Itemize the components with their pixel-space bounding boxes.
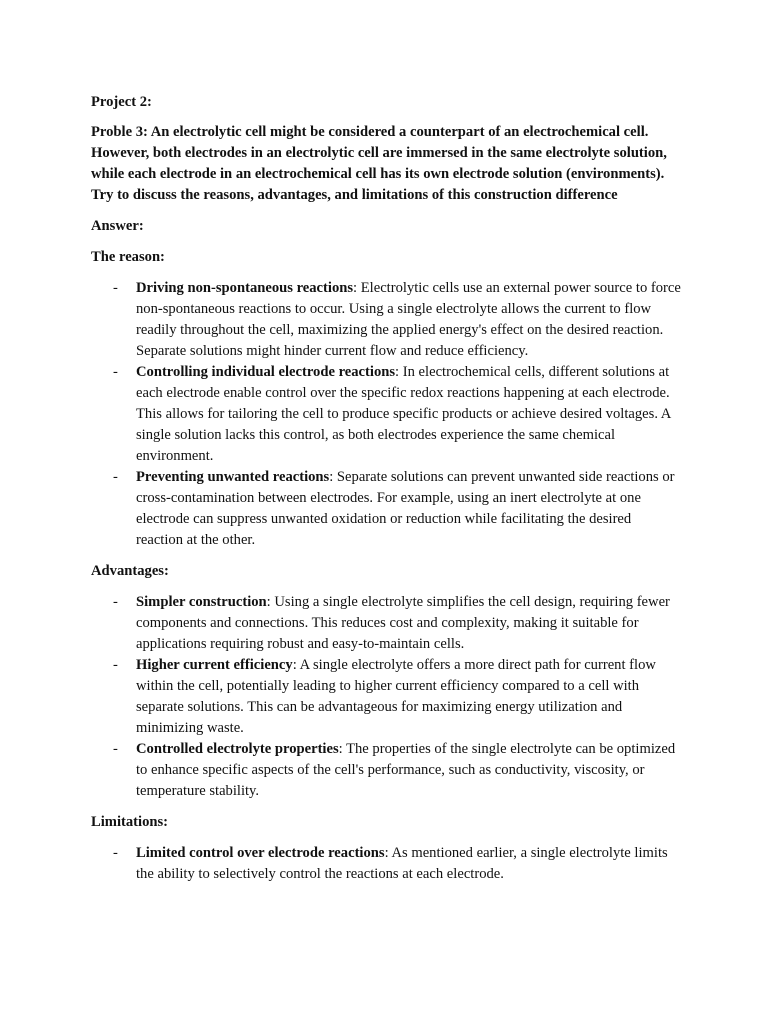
item-text: : A single electrolyte offers a more direct path for current flow within the cell, potentially leading to higher current efficiency compared to a cell with separate solutions. This can be advantageous for maximizing energy utilization and minimizing waste.: [136, 657, 656, 736]
reason-heading: The reason:: [91, 249, 165, 265]
item-text: : In electrochemical cells, different solutions at each electrode enable control over the specific redox reactions happening at each electrode. This allows for tailoring the cell to produce specific products or achieve desired voltages. A single solution lacks this control, as both electrodes experience the same chemical environment.: [136, 364, 671, 464]
bullet-dash: -: [113, 280, 118, 296]
item-text: : As mentioned earlier, a single electrolyte limits the ability to selectively control the reactions at each electrode.: [136, 845, 668, 882]
item-term: Simpler construction: [136, 594, 267, 610]
item-term: Preventing unwanted reactions: [136, 469, 330, 485]
list-item: [91, 467, 681, 551]
bullet-dash: -: [113, 741, 118, 757]
item-term: Higher current efficiency: [136, 657, 293, 673]
item-term: Controlled electrolyte properties: [136, 741, 339, 757]
item-term: Limited control over electrode reactions: [136, 845, 385, 861]
item-text: : Electrolytic cells use an external power source to force non-spontaneous reactions to occur. Using a single electrolyte allows the current to flow readily throughout the cell, maximizing the applied energy's effect on the desired reaction. Separate solutions might hinder current flow and reduce efficiency.: [136, 280, 681, 359]
list-item: [91, 739, 681, 802]
item-term: Controlling individual electrode reactions: [136, 364, 396, 380]
problem-statement: Proble 3: An electrolytic cell might be considered a counterpart of an electrochemical cell. However, both electrodes in an electrolytic cell are immersed in the same electrolyte solution, while each electrode in an electrochemical cell has its own electrode solution (environments). Try to discuss the reasons, advantages, and limitations of this construction difference: [91, 124, 667, 203]
advantages-list: [91, 592, 681, 802]
project-label: Project 2:: [91, 94, 152, 110]
item-text: : Using a single electrolyte simplifies the cell design, requiring fewer components and connections. This reduces cost and complexity, making it suitable for applications requiring robust and easy-to-maintain cells.: [136, 594, 670, 652]
bullet-dash: -: [113, 845, 118, 861]
bullet-dash: -: [113, 594, 118, 610]
limitations-list: [91, 843, 681, 885]
item-text: : The properties of the single electrolyte can be optimized to enhance specific aspects of the cell's performance, such as conductivity, viscosity, or temperature stability.: [136, 741, 676, 799]
list-item: [91, 278, 681, 362]
list-item: [91, 362, 681, 467]
list-item: [91, 592, 681, 655]
reason-list: [91, 278, 681, 551]
document-page: [91, 92, 681, 895]
item-text: : Separate solutions can prevent unwanted side reactions or cross-contamination between electrodes. For example, using an inert electrolyte at one electrode can suppress unwanted oxidation or reduction while facilitating the desired reaction at the other.: [136, 469, 675, 548]
advantages-heading: Advantages:: [91, 563, 169, 579]
bullet-dash: -: [113, 364, 118, 380]
limitations-heading: Limitations:: [91, 814, 169, 830]
answer-label: Answer:: [91, 218, 144, 234]
list-item: [91, 843, 681, 885]
item-term: Driving non-spontaneous reactions: [136, 280, 354, 296]
bullet-dash: -: [113, 657, 118, 673]
bullet-dash: -: [113, 469, 118, 485]
list-item: [91, 655, 681, 739]
